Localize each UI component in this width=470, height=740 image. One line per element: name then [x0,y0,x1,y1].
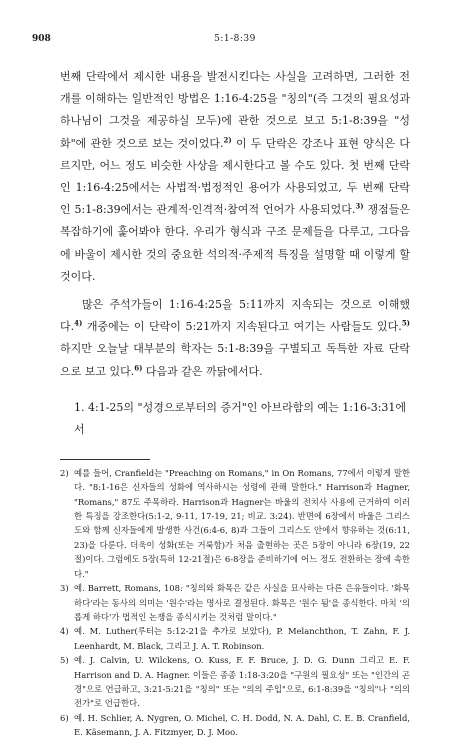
footnote-text: 예. H. Schlier, A. Nygren, O. Michel, C. H. Dodd, N. A. Dahl, C. E. B. Cranfield, E. Käsemann, J. A. Fitzmyer, D. J. Moo. [74,712,410,738]
body-paragraph: 많은 주석가들이 1:16-4:25을 5:11까지 지속되는 것으로 이해했다.$^{4)}$ 개중에는 이 단락이 5:21까지 지속된다고 여기는 사람들도 있다.$^{5)}$ 하지만 오늘날 대부분의 학자는 5:1-8:39을 구별되고 독특한 자료 단락으로 보고 있다.$^{6)}$ 다음과 같은 까닭에서다. [60,298,410,378]
footnote-ref[interactable]: 3) [355,201,364,211]
footnote [60,711,410,740]
footnote-ref[interactable]: 5) [401,318,410,328]
footnote-divider [60,459,150,460]
footnote-ref[interactable]: 4) [74,318,83,328]
body-paragraph: 번째 단락에서 제시한 내용을 발전시킨다는 사실을 고려하면, 그러한 전개를 이해하는 일반적인 방법은 1:16-4:25을 "칭의"(즉 그것의 필요성과 하나님이 그것을 제공하실 모두)에 관한 것으로 보고 5:1-8:39을 "성화"에 관한 것으로 보는 것이었다.$^{2)}$ 이 두 단락은 강조나 표현 양식은 다르지만, 어느 정도 비슷한 사상을 제시한다고 볼 수도 있다. 첫 번째 단락인 1:16-4:25에서는 사법적·법정적인 용어가 사용되었고, 두 번째 단락인 5:1-8:39에서는 관계적·인격적·참여적 언어가 사용되었다.$^{3)}$ 쟁점들은 복잡하기에 훑어봐야 한다. 우리가 형식과 구조 문제들을 다루고, 그다음에 바울이 제시한 것의 중요한 석의적·주제적 특징을 설명할 때 이렇게 할 것이다. [60,70,410,283]
footnote-text: 예. J. Calvin, U. Wilckens, O. Kuss, F. F. Bruce, J. D. G. Dunn 그리고 E. F. Harrison and D. A. Hagner. 이들은 종종 1:18-3:20을 "구원의 필요성" 또는 "인간의 곤경"으로 언급하고, 3:21-5:21을 "칭의" 또는 "의의 주입"으로, 6:1-8:39을 "칭의"나 "의의 전가"로 언급한다. [74,655,410,709]
running-head: 5:1-8:39 [214,34,256,44]
footnote [60,653,410,711]
footnote-number: 5) [60,655,69,666]
page-body [60,66,410,740]
footnote-text: 예를 들어, Cranfield는 "Preaching on Romans," in On Romans, 77에서 이렇게 말한다. "8:1-16은 신자들의 성화에 역사하시는 성령에 관해 말한다." Harrison과 Hagner, "Romans," 87도 주목하라. Harrison과 Hagner는 바울의 전치사 사용에 근거하여 이러한 특징을 강조한다(5:1-2, 9-11, 17-19, 21; 비교. 3:24). 반면에 6장에서 바울은 그리스도와 함께 신자들에게 발생한 사건(6:4-6, 8)과 그들이 그리스도 안에서 향유하는 것(6:11, 23)을 다룬다. 더욱이 성화(또는 거룩함)가 처음 출현하는 곳은 5장이 아니라 6장(19, 22절)이다. 그럼에도 5장(특히 12-21절)은 6-8장을 준비하기에 어느 정도 전환하는 장에 속한다." [74,467,410,579]
footnote-number: 4) [60,626,69,637]
footnote [60,466,410,581]
footnote-number: 2) [60,467,69,478]
footnote-number: 6) [60,712,69,723]
footnotes [60,466,410,740]
footnote-ref[interactable]: 2) [223,134,232,144]
page-number: 908 [32,34,51,44]
footnote-number: 3) [60,583,69,594]
page-header [32,34,438,48]
footnote [60,581,410,624]
footnote-text: 예. Barrett, Romans, 108: "칭의와 화목은 같은 사실을 묘사하는 다른 은유들이다. '화목하다'라는 동사의 의미는 '원수'라는 명사로 결정된다. 화목은 '원수 됨'을 종식한다. 마치 '의롭게 하다'가 법적인 논쟁을 종식시키는 것처럼 말이다." [74,583,410,622]
footnote-ref[interactable]: 6) [134,362,143,372]
footnote [60,624,410,653]
list-heading: 1. 4:1-25의 "성경으로부터의 증거"인 아브라함의 예는 1:16-3:31에서 [74,400,407,436]
footnote-text: 예. M. Luther(루터는 5:12-21을 추가로 보았다), P. Melanchthon, T. Zahn, F. J. Leenhardt, M. Black, 그리고 J. A. T. Robinson. [74,626,410,651]
